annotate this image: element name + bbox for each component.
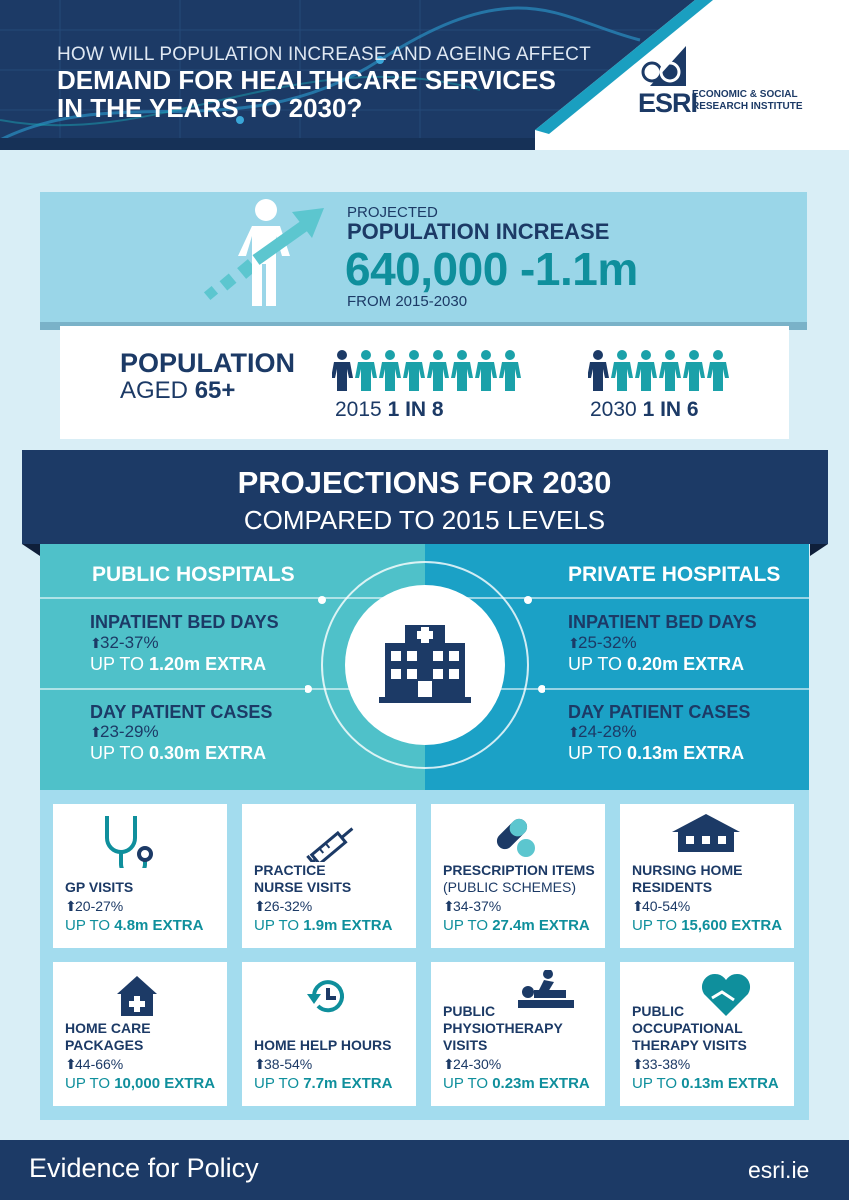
header-banner [0,0,849,150]
arrow-up-icon: ⬆ [632,898,644,914]
arrow-up-icon: ⬆ [90,635,102,651]
service-card [242,804,416,948]
service-extra: UP TO 7.7m EXTRA [254,1075,393,1092]
arrow-up-icon: ⬆ [65,898,77,914]
service-title: NURSING HOME RESIDENTS [632,862,743,895]
person-icon [379,350,401,391]
service-card [620,804,794,948]
public-hospitals-title: PUBLIC HOSPITALS [92,563,295,586]
service-extra: UP TO 15,600 EXTRA [632,917,783,934]
header-line-2: DEMAND FOR HEALTHCARE SERVICES [57,65,556,95]
person-icon [659,350,681,391]
service-extra: UP TO 4.8m EXTRA [65,917,204,934]
arrow-up-icon: ⬆ [65,1056,77,1072]
service-subtitle: (PUBLIC SCHEMES) [443,879,577,895]
banner-fold-left [22,544,40,556]
arrow-up-icon: ⬆ [90,724,102,740]
arrow-up-icon: ⬆ [254,898,266,914]
pills-icon [486,812,550,860]
aged-title-2: AGED 65+ [120,377,236,404]
person-icon [475,350,497,391]
arrow-up-icon: ⬆ [632,1056,644,1072]
home-care-icon [115,974,159,1018]
person-aged-icon [332,350,353,391]
service-extra: UP TO 0.23m EXTRA [443,1075,590,1092]
population-increase-label: POPULATION INCREASE [347,219,610,244]
service-card [620,962,794,1106]
hospital-icon [305,545,545,785]
aged-title-1: POPULATION [120,348,295,378]
service-extra: UP TO 27.4m EXTRA [443,917,590,934]
service-pct: ⬆26-32% [254,898,313,914]
esri-logo-name: ECONOMIC & SOCIAL RESEARCH INSTITUTE [692,89,803,112]
service-card [53,804,227,948]
population-increase-value: 640,000 -1.1m [345,243,638,295]
service-title: GP VISITS [65,879,134,895]
service-card [431,804,605,948]
public-day-cases-label: DAY PATIENT CASES [90,702,273,722]
person-icon [683,350,705,391]
private-bed-days-pct: ⬆25-32% [568,633,637,652]
service-pct: ⬆40-54% [632,898,691,914]
service-title: HOME HELP HOURS [254,1037,392,1053]
public-bed-days-extra: UP TO 1.20m EXTRA [90,654,267,674]
person-icon [403,350,425,391]
projections-subtitle: COMPARED TO 2015 LEVELS [243,505,606,535]
people-1-in-8-icon [332,350,522,394]
footer-tagline: Evidence for Policy [29,1153,259,1183]
nursing-home-icon [670,810,742,854]
banner-fold-right [810,544,828,556]
service-title: PUBLIC PHYSIOTHERAPY VISITS [443,1003,563,1053]
logo-panel [535,0,849,150]
arrow-up-icon: ⬆ [443,898,455,914]
projections-title: PROJECTIONS FOR 2030 [237,465,612,500]
private-day-cases-extra: UP TO 0.13m EXTRA [568,743,745,763]
private-hospitals-title: PRIVATE HOSPITALS [568,563,781,586]
arrow-up-icon: ⬆ [443,1056,455,1072]
clock-history-icon [304,974,348,1018]
service-title: PRACTICE NURSE VISITS [254,862,352,895]
projected-label: PROJECTED [347,204,438,221]
service-extra: UP TO 0.13m EXTRA [632,1075,779,1092]
ratio-2015: 2015 1 IN 8 [335,398,444,421]
header-line-1: HOW WILL POPULATION INCREASE AND AGEING AFFECT [57,44,591,65]
person-icon [355,350,377,391]
person-aged-icon [588,350,609,391]
person-icon [611,350,633,391]
public-day-cases-pct: ⬆23-29% [90,722,159,741]
person-icon [635,350,657,391]
service-card [53,962,227,1106]
population-period: FROM 2015-2030 [347,293,468,310]
service-pct: ⬆33-38% [632,1056,691,1072]
person-growth-icon [200,198,330,310]
person-icon [427,350,449,391]
esri-logo-icon [640,46,690,86]
header-line-3: IN THE YEARS TO 2030? [57,93,363,123]
service-card [242,962,416,1106]
service-title: PRESCRIPTION ITEMS [443,862,595,878]
ratio-2030: 2030 1 IN 6 [590,398,699,421]
public-bed-days-pct: ⬆32-37% [90,633,159,652]
private-bed-days-label: INPATIENT BED DAYS [568,612,757,632]
service-title: HOME CARE PACKAGES [65,1020,151,1053]
arrow-up-icon: ⬆ [568,724,580,740]
service-card [431,962,605,1106]
esri-logo-word: ESRI [638,88,698,118]
stethoscope-icon [93,812,157,868]
service-title: PUBLIC OCCUPATIONAL THERAPY VISITS [632,1003,747,1053]
people-1-in-6-icon [588,350,733,394]
person-icon [451,350,473,391]
public-bed-days-label: INPATIENT BED DAYS [90,612,279,632]
arrow-up-icon: ⬆ [568,635,580,651]
public-day-cases-extra: UP TO 0.30m EXTRA [90,743,267,763]
service-pct: ⬆44-66% [65,1056,124,1072]
service-pct: ⬆34-37% [443,898,502,914]
person-icon [707,350,729,391]
syringe-icon [304,814,360,862]
service-extra: UP TO 10,000 EXTRA [65,1075,216,1092]
person-icon [499,350,521,391]
private-day-cases-pct: ⬆24-28% [568,722,637,741]
private-day-cases-label: DAY PATIENT CASES [568,702,751,722]
service-pct: ⬆38-54% [254,1056,313,1072]
service-pct: ⬆20-27% [65,898,124,914]
arrow-up-icon: ⬆ [254,1056,266,1072]
private-bed-days-extra: UP TO 0.20m EXTRA [568,654,745,674]
service-pct: ⬆24-30% [443,1056,502,1072]
service-extra: UP TO 1.9m EXTRA [254,917,393,934]
footer-website-link[interactable]: esri.ie [748,1157,810,1183]
